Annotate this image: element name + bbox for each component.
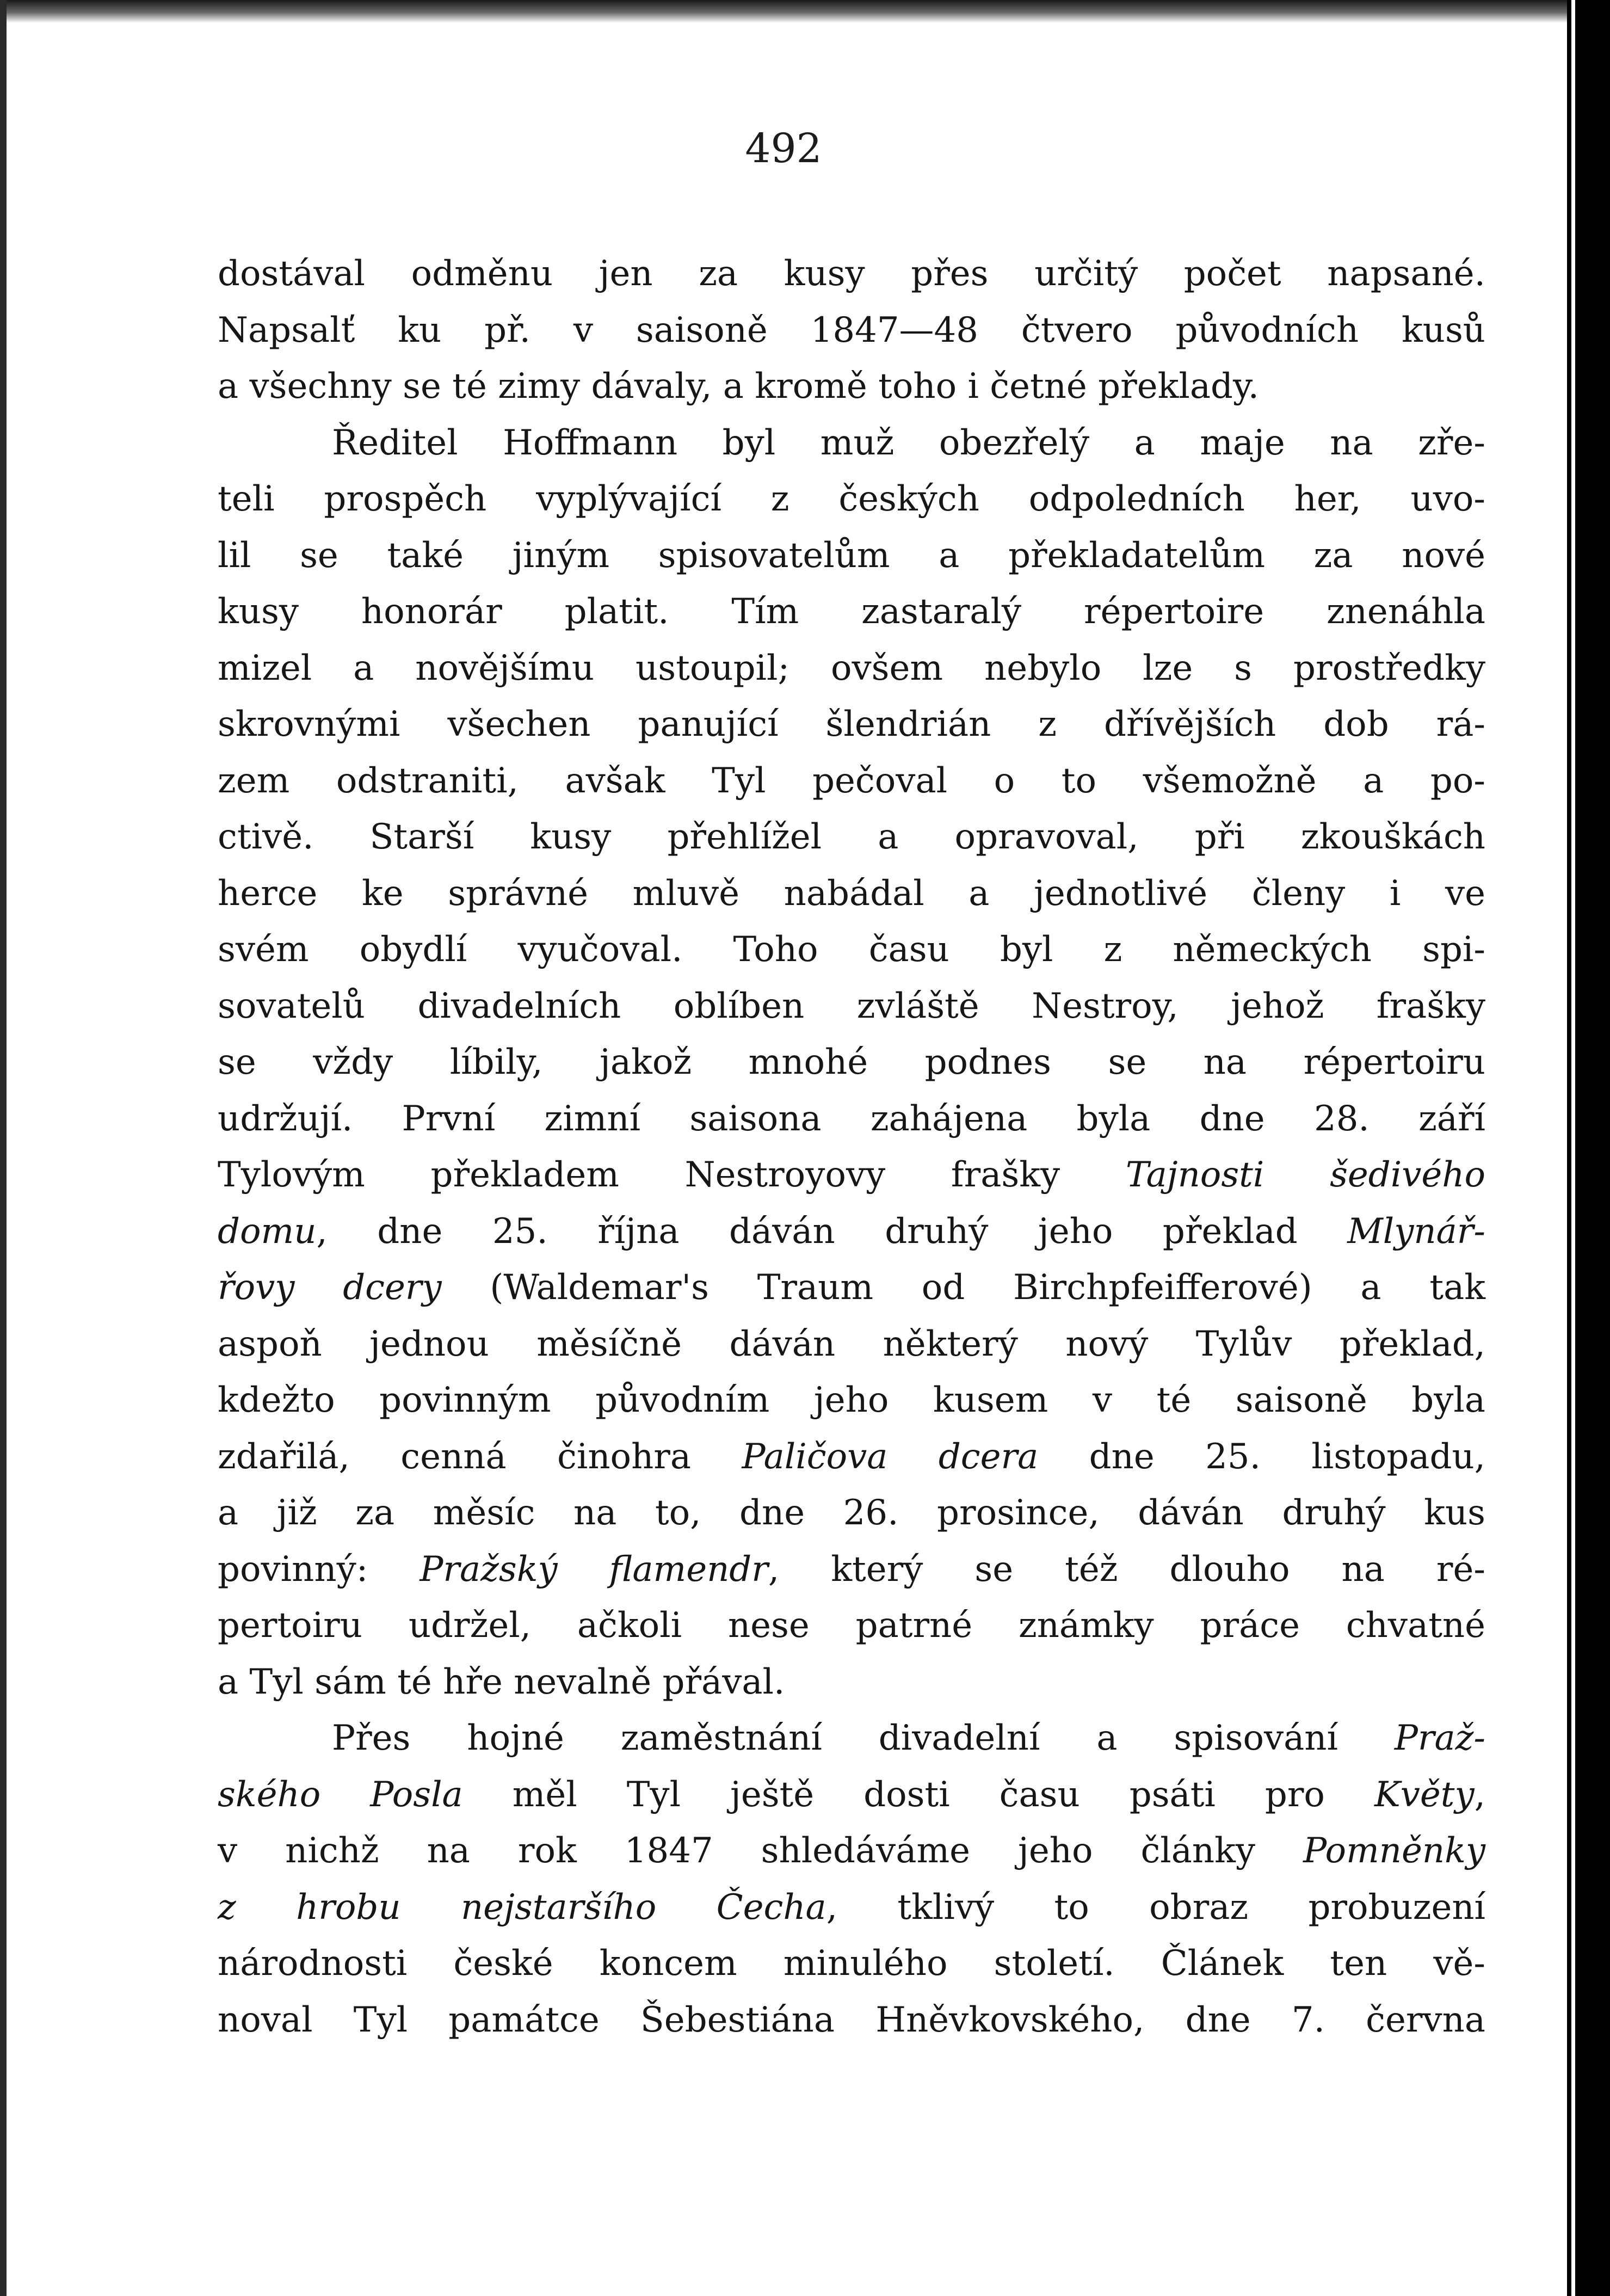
text-run: ctivě. Starší kusy přehlížel a opravoval, při zkouškách <box>218 817 1485 857</box>
scan-left-edge <box>0 0 7 2296</box>
text-run: svém obydlí vyučoval. Toho času byl z německých spi- <box>218 930 1485 970</box>
text-line <box>218 697 1485 753</box>
text-run: Přes hojné zaměstnání divadelní a spisování <box>332 1718 1395 1758</box>
text-line <box>218 471 1485 528</box>
text-line <box>218 1260 1485 1316</box>
text-line <box>218 1654 1485 1711</box>
text-run: aspoň jednou měsíčně dáván některý nový Tylův překlad, <box>218 1324 1485 1364</box>
text-line <box>218 1767 1485 1824</box>
text-run: udržují. První zimní saisona zahájena byla dne 28. září <box>218 1098 1485 1139</box>
text-line <box>218 1316 1485 1373</box>
text-line <box>218 1936 1485 1992</box>
text-line <box>218 753 1485 810</box>
text-run: , dne 25. října dáván druhý jeho překlad <box>316 1211 1348 1252</box>
text-run: noval Tyl památce Šebestiána Hněvkovského, dne 7. června <box>218 1999 1485 2040</box>
text-run: dostával odměnu jen za kusy přes určitý počet napsané. <box>218 254 1485 294</box>
italic-title: z hrobu nejstaršího Čecha <box>218 1887 826 1928</box>
text-run: pertoiru udržel, ačkoli nese patrné známky práce chvatné <box>218 1605 1485 1646</box>
text-run: povinný: <box>218 1549 420 1590</box>
text-line <box>218 246 1485 303</box>
italic-title: řovy dcery <box>218 1267 442 1308</box>
scan-top-shadow <box>0 0 1567 23</box>
text-run: Tylovým překladem Nestroyovy frašky <box>218 1155 1126 1195</box>
italic-title: Pražský flamendr <box>420 1549 768 1590</box>
italic-title: Paličova dcera <box>742 1436 1039 1477</box>
text-run: a Tyl sám té hře nevalně přával. <box>218 1661 785 1702</box>
text-run: sovatelů divadelních oblíben zvláště Nestroy, jehož frašky <box>218 986 1485 1026</box>
text-run: zdařilá, cenná činohra <box>218 1436 742 1477</box>
text-line <box>218 1429 1485 1486</box>
text-line <box>218 1091 1485 1148</box>
italic-title: Pomněnky <box>1303 1831 1485 1871</box>
text-run: , <box>1474 1774 1486 1815</box>
text-run: Napsalť ku př. v saisoně 1847—48 čtvero původních kusů <box>218 310 1485 350</box>
text-run: v nichž na rok 1847 shledáváme jeho články <box>218 1831 1304 1871</box>
text-line <box>218 528 1485 584</box>
text-run: kdežto povinným původním jeho kusem v té saisoně byla <box>218 1380 1485 1420</box>
text-line <box>218 809 1485 866</box>
text-line <box>218 922 1485 978</box>
text-line <box>218 1992 1485 2049</box>
text-run: , který se též dlouho na ré- <box>768 1549 1486 1590</box>
page-number: 492 <box>745 125 822 172</box>
italic-title: domu <box>218 1211 317 1252</box>
text-run: teli prospěch vyplývající z českých odpoledních her, uvo- <box>218 479 1485 519</box>
text-line <box>218 303 1485 359</box>
text-line <box>218 978 1485 1035</box>
text-run: Ředitel Hoffmann byl muž obezřelý a maje na zře- <box>332 422 1485 463</box>
text-line <box>218 1880 1485 1936</box>
text-line <box>218 1147 1485 1204</box>
text-line <box>218 866 1485 922</box>
text-run: dne 25. listopadu, <box>1038 1436 1485 1477</box>
text-line <box>218 1598 1485 1654</box>
italic-title: Květy <box>1374 1774 1475 1815</box>
text-run: mizel a novějšímu ustoupil; ovšem nebylo lze s prostředky <box>218 648 1485 688</box>
text-run: skrovnými všechen panující šlendrián z dřívějších dob rá- <box>218 704 1485 744</box>
text-run: kusy honorár platit. Tím zastaralý répertoire znenáhla <box>218 592 1485 632</box>
text-run: a již za měsíc na to, dne 26. prosince, dáván druhý kus <box>218 1493 1485 1533</box>
text-line <box>218 1372 1485 1429</box>
text-run: lil se také jiným spisovatelům a překladatelům za nové <box>218 535 1485 576</box>
text-run: národnosti české koncem minulého století. Článek ten vě- <box>218 1943 1485 1984</box>
italic-title: ského Posla <box>218 1774 463 1815</box>
text-line <box>218 584 1485 641</box>
text-run: měl Tyl ještě dosti času psáti pro <box>462 1774 1374 1815</box>
italic-title: Praž- <box>1394 1718 1485 1758</box>
italic-title: Tajnosti šedivého <box>1125 1155 1486 1195</box>
text-run: a všechny se té zimy dávaly, a kromě toho i četné překlady. <box>218 366 1259 407</box>
text-line <box>218 359 1485 415</box>
text-run: herce ke správné mluvě nabádal a jednotlivé členy i ve <box>218 873 1485 914</box>
text-line <box>218 1710 1485 1767</box>
text-line <box>218 415 1485 472</box>
text-line <box>218 1035 1485 1091</box>
text-line <box>218 1485 1485 1542</box>
body-text <box>218 246 1485 2048</box>
text-line <box>218 641 1485 697</box>
text-run: zem odstraniti, avšak Tyl pečoval o to všemožně a po- <box>218 760 1485 801</box>
text-run: , tklivý to obraz probuzení <box>826 1887 1486 1928</box>
italic-title: Mlynář- <box>1347 1211 1485 1252</box>
text-run: se vždy líbily, jakož mnohé podnes se na répertoiru <box>218 1042 1485 1082</box>
text-line <box>218 1823 1485 1880</box>
text-line <box>218 1204 1485 1260</box>
text-line <box>218 1542 1485 1598</box>
text-run: (Waldemar's Traum od Birchpfeifferové) a tak <box>441 1267 1486 1308</box>
scan-right-rule <box>1571 0 1575 2296</box>
